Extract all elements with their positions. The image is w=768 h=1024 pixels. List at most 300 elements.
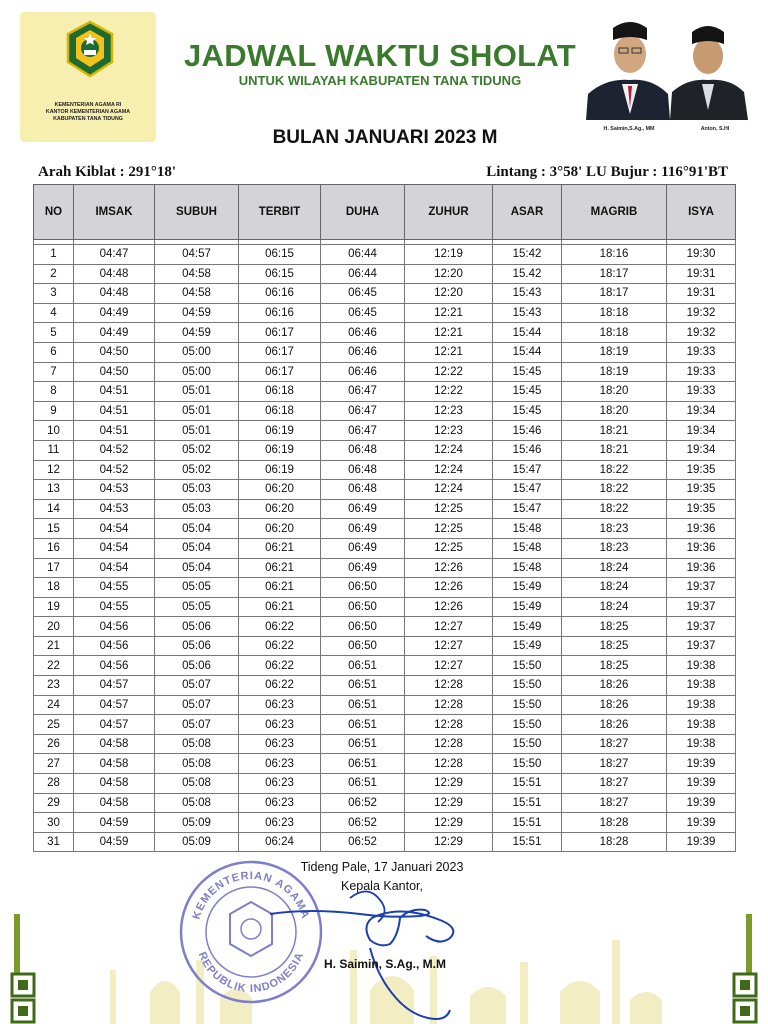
cell-magrib: 18:24 bbox=[562, 578, 667, 598]
cell-terbit: 06:22 bbox=[239, 656, 321, 676]
cell-isya: 19:36 bbox=[667, 519, 736, 539]
cell-asar: 15:51 bbox=[493, 793, 562, 813]
header-duha: DUHA bbox=[321, 185, 405, 240]
cell-no: 16 bbox=[34, 538, 74, 558]
officials-portrait-icon bbox=[584, 12, 754, 120]
signature-role: Kepala Kantor, bbox=[340, 879, 423, 893]
cell-no: 5 bbox=[34, 323, 74, 343]
left-ornament bbox=[10, 914, 38, 1024]
cell-zuhur: 12:26 bbox=[405, 597, 493, 617]
cell-isya: 19:31 bbox=[667, 284, 736, 304]
cell-imsak: 04:49 bbox=[74, 323, 155, 343]
cell-magrib: 18:19 bbox=[562, 342, 667, 362]
cell-zuhur: 12:28 bbox=[405, 676, 493, 696]
signatory-name: H. Saimin, S.Ag., M.M bbox=[323, 957, 446, 971]
cell-no: 17 bbox=[34, 558, 74, 578]
cell-asar: 15:50 bbox=[493, 695, 562, 715]
cell-isya: 19:39 bbox=[667, 793, 736, 813]
table-row bbox=[34, 460, 736, 480]
cell-duha: 06:44 bbox=[321, 264, 405, 284]
cell-subuh: 05:03 bbox=[155, 499, 239, 519]
cell-subuh: 05:02 bbox=[155, 440, 239, 460]
table-row bbox=[34, 382, 736, 402]
cell-isya: 19:39 bbox=[667, 832, 736, 852]
handwritten-signature bbox=[250, 878, 500, 1024]
table-row bbox=[34, 597, 736, 617]
cell-duha: 06:47 bbox=[321, 382, 405, 402]
cell-no: 11 bbox=[34, 440, 74, 460]
cell-duha: 06:52 bbox=[321, 813, 405, 833]
cell-duha: 06:46 bbox=[321, 362, 405, 382]
header-asar: ASAR bbox=[493, 185, 562, 240]
cell-duha: 06:46 bbox=[321, 342, 405, 362]
cell-zuhur: 12:22 bbox=[405, 362, 493, 382]
cell-subuh: 05:08 bbox=[155, 754, 239, 774]
table-row bbox=[34, 480, 736, 500]
cell-zuhur: 12:21 bbox=[405, 323, 493, 343]
cell-terbit: 06:15 bbox=[239, 264, 321, 284]
cell-zuhur: 12:29 bbox=[405, 774, 493, 794]
cell-terbit: 06:21 bbox=[239, 578, 321, 598]
cell-imsak: 04:51 bbox=[74, 401, 155, 421]
table-row bbox=[34, 284, 736, 304]
cell-terbit: 06:22 bbox=[239, 617, 321, 637]
cell-asar: 15:46 bbox=[493, 421, 562, 441]
cell-asar: 15:45 bbox=[493, 362, 562, 382]
cell-terbit: 06:23 bbox=[239, 715, 321, 735]
cell-no: 24 bbox=[34, 695, 74, 715]
cell-magrib: 18:26 bbox=[562, 715, 667, 735]
cell-zuhur: 12:20 bbox=[405, 264, 493, 284]
cell-subuh: 04:57 bbox=[155, 245, 239, 265]
cell-magrib: 18:28 bbox=[562, 832, 667, 852]
cell-zuhur: 12:25 bbox=[405, 519, 493, 539]
cell-subuh: 05:00 bbox=[155, 342, 239, 362]
cell-magrib: 18:26 bbox=[562, 676, 667, 696]
cell-isya: 19:32 bbox=[667, 303, 736, 323]
cell-duha: 06:49 bbox=[321, 519, 405, 539]
cell-imsak: 04:57 bbox=[74, 715, 155, 735]
cell-duha: 06:51 bbox=[321, 656, 405, 676]
cell-isya: 19:33 bbox=[667, 362, 736, 382]
cell-duha: 06:49 bbox=[321, 558, 405, 578]
cell-terbit: 06:17 bbox=[239, 342, 321, 362]
cell-subuh: 05:01 bbox=[155, 421, 239, 441]
cell-no: 31 bbox=[34, 832, 74, 852]
cell-magrib: 18:23 bbox=[562, 519, 667, 539]
cell-isya: 19:38 bbox=[667, 715, 736, 735]
cell-terbit: 06:22 bbox=[239, 636, 321, 656]
cell-terbit: 06:18 bbox=[239, 382, 321, 402]
cell-asar: 15:50 bbox=[493, 676, 562, 696]
cell-isya: 19:35 bbox=[667, 480, 736, 500]
cell-imsak: 04:48 bbox=[74, 264, 155, 284]
cell-no: 8 bbox=[34, 382, 74, 402]
header-imsak: IMSAK bbox=[74, 185, 155, 240]
cell-imsak: 04:58 bbox=[74, 754, 155, 774]
cell-terbit: 06:21 bbox=[239, 597, 321, 617]
cell-asar: 15:49 bbox=[493, 617, 562, 637]
cell-subuh: 05:01 bbox=[155, 382, 239, 402]
cell-imsak: 04:58 bbox=[74, 774, 155, 794]
cell-zuhur: 12:28 bbox=[405, 715, 493, 735]
cell-no: 23 bbox=[34, 676, 74, 696]
cell-magrib: 18:22 bbox=[562, 460, 667, 480]
cell-subuh: 05:02 bbox=[155, 460, 239, 480]
cell-imsak: 04:54 bbox=[74, 558, 155, 578]
cell-asar: 15:49 bbox=[493, 636, 562, 656]
table-row bbox=[34, 264, 736, 284]
cell-asar: 15:50 bbox=[493, 754, 562, 774]
cell-zuhur: 12:24 bbox=[405, 480, 493, 500]
cell-asar: 15:49 bbox=[493, 578, 562, 598]
cell-isya: 19:39 bbox=[667, 813, 736, 833]
cell-terbit: 06:17 bbox=[239, 323, 321, 343]
official-right-caption: Anton, S.HI bbox=[700, 126, 730, 132]
cell-imsak: 04:56 bbox=[74, 656, 155, 676]
ministry-logo bbox=[20, 12, 156, 142]
cell-terbit: 06:21 bbox=[239, 538, 321, 558]
table-row bbox=[34, 636, 736, 656]
cell-no: 1 bbox=[34, 245, 74, 265]
cell-magrib: 18:21 bbox=[562, 421, 667, 441]
table-row bbox=[34, 656, 736, 676]
cell-subuh: 05:04 bbox=[155, 558, 239, 578]
cell-magrib: 18:21 bbox=[562, 440, 667, 460]
cell-asar: 15:51 bbox=[493, 774, 562, 794]
cell-no: 15 bbox=[34, 519, 74, 539]
cell-imsak: 04:56 bbox=[74, 617, 155, 637]
cell-terbit: 06:22 bbox=[239, 676, 321, 696]
cell-asar: 15:50 bbox=[493, 734, 562, 754]
cell-terbit: 06:23 bbox=[239, 695, 321, 715]
cell-subuh: 05:07 bbox=[155, 695, 239, 715]
cell-imsak: 04:50 bbox=[74, 362, 155, 382]
cell-magrib: 18:22 bbox=[562, 480, 667, 500]
cell-no: 3 bbox=[34, 284, 74, 304]
cell-imsak: 04:57 bbox=[74, 695, 155, 715]
cell-isya: 19:38 bbox=[667, 676, 736, 696]
cell-magrib: 18:25 bbox=[562, 656, 667, 676]
cell-imsak: 04:56 bbox=[74, 636, 155, 656]
cell-duha: 06:44 bbox=[321, 245, 405, 265]
cell-no: 13 bbox=[34, 480, 74, 500]
cell-isya: 19:31 bbox=[667, 264, 736, 284]
cell-duha: 06:51 bbox=[321, 774, 405, 794]
cell-imsak: 04:49 bbox=[74, 303, 155, 323]
cell-no: 25 bbox=[34, 715, 74, 735]
cell-magrib: 18:22 bbox=[562, 499, 667, 519]
header-zuhur: ZUHUR bbox=[405, 185, 493, 240]
cell-imsak: 04:55 bbox=[74, 597, 155, 617]
cell-magrib: 18:27 bbox=[562, 734, 667, 754]
cell-terbit: 06:21 bbox=[239, 558, 321, 578]
cell-isya: 19:37 bbox=[667, 597, 736, 617]
cell-subuh: 05:05 bbox=[155, 578, 239, 598]
cell-magrib: 18:17 bbox=[562, 284, 667, 304]
cell-isya: 19:35 bbox=[667, 460, 736, 480]
cell-terbit: 06:23 bbox=[239, 813, 321, 833]
cell-zuhur: 12:24 bbox=[405, 460, 493, 480]
cell-imsak: 04:54 bbox=[74, 519, 155, 539]
cell-isya: 19:32 bbox=[667, 323, 736, 343]
cell-asar: 15:50 bbox=[493, 715, 562, 735]
cell-asar: 15:42 bbox=[493, 245, 562, 265]
cell-magrib: 18:26 bbox=[562, 695, 667, 715]
header-no: NO bbox=[34, 185, 74, 240]
cell-duha: 06:47 bbox=[321, 401, 405, 421]
table-row bbox=[34, 617, 736, 637]
cell-zuhur: 12:25 bbox=[405, 499, 493, 519]
cell-magrib: 18:17 bbox=[562, 264, 667, 284]
cell-subuh: 05:04 bbox=[155, 519, 239, 539]
cell-imsak: 04:55 bbox=[74, 578, 155, 598]
cell-asar: 15:47 bbox=[493, 499, 562, 519]
cell-terbit: 06:20 bbox=[239, 519, 321, 539]
cell-imsak: 04:52 bbox=[74, 460, 155, 480]
cell-duha: 06:48 bbox=[321, 440, 405, 460]
header-isya: ISYA bbox=[667, 185, 736, 240]
page-title: JADWAL WAKTU SHOLAT bbox=[183, 38, 577, 73]
cell-magrib: 18:27 bbox=[562, 793, 667, 813]
cell-subuh: 04:58 bbox=[155, 284, 239, 304]
cell-subuh: 05:06 bbox=[155, 636, 239, 656]
cell-terbit: 06:19 bbox=[239, 440, 321, 460]
cell-asar: 15:48 bbox=[493, 519, 562, 539]
cell-zuhur: 12:22 bbox=[405, 382, 493, 402]
cell-magrib: 18:18 bbox=[562, 303, 667, 323]
cell-asar: 15:48 bbox=[493, 558, 562, 578]
cell-duha: 06:46 bbox=[321, 323, 405, 343]
cell-isya: 19:38 bbox=[667, 695, 736, 715]
cell-asar: 15:43 bbox=[493, 303, 562, 323]
cell-subuh: 05:00 bbox=[155, 362, 239, 382]
cell-asar: 15:50 bbox=[493, 656, 562, 676]
table-row bbox=[34, 715, 736, 735]
cell-asar: 15.42 bbox=[493, 264, 562, 284]
cell-imsak: 04:51 bbox=[74, 421, 155, 441]
cell-isya: 19:36 bbox=[667, 558, 736, 578]
cell-duha: 06:52 bbox=[321, 793, 405, 813]
header-magrib: MAGRIB bbox=[562, 185, 667, 240]
cell-asar: 15:45 bbox=[493, 382, 562, 402]
cell-isya: 19:36 bbox=[667, 538, 736, 558]
cell-asar: 15:47 bbox=[493, 460, 562, 480]
cell-magrib: 18:27 bbox=[562, 774, 667, 794]
cell-subuh: 05:01 bbox=[155, 401, 239, 421]
cell-duha: 06:50 bbox=[321, 597, 405, 617]
cell-magrib: 18:16 bbox=[562, 245, 667, 265]
cell-subuh: 05:09 bbox=[155, 832, 239, 852]
cell-no: 10 bbox=[34, 421, 74, 441]
cell-asar: 15:51 bbox=[493, 832, 562, 852]
cell-duha: 06:50 bbox=[321, 636, 405, 656]
cell-terbit: 06:23 bbox=[239, 734, 321, 754]
cell-subuh: 04:59 bbox=[155, 303, 239, 323]
table-row bbox=[34, 774, 736, 794]
cell-terbit: 06:19 bbox=[239, 460, 321, 480]
cell-imsak: 04:54 bbox=[74, 538, 155, 558]
cell-isya: 19:37 bbox=[667, 636, 736, 656]
cell-isya: 19:33 bbox=[667, 342, 736, 362]
cell-zuhur: 12:27 bbox=[405, 617, 493, 637]
cell-duha: 06:48 bbox=[321, 460, 405, 480]
cell-magrib: 18:20 bbox=[562, 401, 667, 421]
cell-magrib: 18:23 bbox=[562, 538, 667, 558]
cell-no: 29 bbox=[34, 793, 74, 813]
cell-terbit: 06:24 bbox=[239, 832, 321, 852]
table-row bbox=[34, 519, 736, 539]
cell-zuhur: 12:19 bbox=[405, 245, 493, 265]
cell-zuhur: 12:23 bbox=[405, 421, 493, 441]
cell-subuh: 05:06 bbox=[155, 656, 239, 676]
cell-imsak: 04:59 bbox=[74, 832, 155, 852]
table-row bbox=[34, 793, 736, 813]
cell-imsak: 04:48 bbox=[74, 284, 155, 304]
cell-subuh: 05:07 bbox=[155, 715, 239, 735]
cell-no: 4 bbox=[34, 303, 74, 323]
cell-isya: 19:38 bbox=[667, 734, 736, 754]
cell-no: 22 bbox=[34, 656, 74, 676]
cell-duha: 06:45 bbox=[321, 303, 405, 323]
table-row bbox=[34, 245, 736, 265]
cell-subuh: 04:59 bbox=[155, 323, 239, 343]
cell-terbit: 06:20 bbox=[239, 499, 321, 519]
cell-isya: 19:34 bbox=[667, 440, 736, 460]
cell-subuh: 05:09 bbox=[155, 813, 239, 833]
month-heading: BULAN JANUARI 2023 M bbox=[272, 127, 498, 148]
cell-terbit: 06:18 bbox=[239, 401, 321, 421]
cell-subuh: 05:08 bbox=[155, 734, 239, 754]
table-row bbox=[34, 401, 736, 421]
cell-zuhur: 12:25 bbox=[405, 538, 493, 558]
cell-no: 2 bbox=[34, 264, 74, 284]
cell-isya: 19:39 bbox=[667, 774, 736, 794]
cell-duha: 06:51 bbox=[321, 695, 405, 715]
cell-subuh: 04:58 bbox=[155, 264, 239, 284]
cell-imsak: 04:59 bbox=[74, 813, 155, 833]
cell-no: 20 bbox=[34, 617, 74, 637]
cell-duha: 06:48 bbox=[321, 480, 405, 500]
table-row bbox=[34, 499, 736, 519]
officials-photos bbox=[584, 12, 754, 132]
cell-duha: 06:51 bbox=[321, 754, 405, 774]
table-row bbox=[34, 734, 736, 754]
cell-asar: 15:49 bbox=[493, 597, 562, 617]
cell-zuhur: 12:29 bbox=[405, 793, 493, 813]
cell-magrib: 18:28 bbox=[562, 813, 667, 833]
cell-duha: 06:50 bbox=[321, 578, 405, 598]
table-row bbox=[34, 754, 736, 774]
cell-magrib: 18:24 bbox=[562, 597, 667, 617]
cell-magrib: 18:24 bbox=[562, 558, 667, 578]
cell-no: 18 bbox=[34, 578, 74, 598]
cell-isya: 19:35 bbox=[667, 499, 736, 519]
stamp-bottom-text: REPUBLIK INDONESIA bbox=[195, 950, 307, 996]
cell-zuhur: 12:27 bbox=[405, 656, 493, 676]
prayer-schedule-table bbox=[33, 184, 736, 852]
table-row bbox=[34, 558, 736, 578]
cell-terbit: 06:23 bbox=[239, 793, 321, 813]
cell-asar: 15:48 bbox=[493, 538, 562, 558]
table-row bbox=[34, 421, 736, 441]
cell-imsak: 04:57 bbox=[74, 676, 155, 696]
stamp-top-text: KEMENTERIAN AGAMA bbox=[190, 869, 312, 921]
cell-imsak: 04:53 bbox=[74, 480, 155, 500]
cell-isya: 19:34 bbox=[667, 421, 736, 441]
signature-place-date: Tideng Pale, 17 Januari 2023 bbox=[300, 860, 464, 874]
table-row bbox=[34, 342, 736, 362]
cell-isya: 19:39 bbox=[667, 754, 736, 774]
cell-zuhur: 12:27 bbox=[405, 636, 493, 656]
table-row bbox=[34, 676, 736, 696]
location-coordinates: Lintang : 3°58' LU Bujur : 116°91'BT bbox=[486, 164, 728, 180]
cell-terbit: 06:16 bbox=[239, 284, 321, 304]
cell-asar: 15:47 bbox=[493, 480, 562, 500]
cell-terbit: 06:16 bbox=[239, 303, 321, 323]
cell-subuh: 05:06 bbox=[155, 617, 239, 637]
cell-zuhur: 12:21 bbox=[405, 303, 493, 323]
cell-duha: 06:52 bbox=[321, 832, 405, 852]
right-ornament bbox=[730, 914, 758, 1024]
table-row bbox=[34, 538, 736, 558]
cell-no: 28 bbox=[34, 774, 74, 794]
cell-duha: 06:47 bbox=[321, 421, 405, 441]
cell-terbit: 06:23 bbox=[239, 754, 321, 774]
cell-terbit: 06:17 bbox=[239, 362, 321, 382]
cell-zuhur: 12:20 bbox=[405, 284, 493, 304]
cell-terbit: 06:23 bbox=[239, 774, 321, 794]
header-terbit: TERBIT bbox=[239, 185, 321, 240]
cell-no: 26 bbox=[34, 734, 74, 754]
cell-imsak: 04:52 bbox=[74, 440, 155, 460]
cell-zuhur: 12:29 bbox=[405, 832, 493, 852]
cell-subuh: 05:08 bbox=[155, 793, 239, 813]
cell-subuh: 05:04 bbox=[155, 538, 239, 558]
cell-imsak: 04:50 bbox=[74, 342, 155, 362]
table-row bbox=[34, 813, 736, 833]
cell-magrib: 18:19 bbox=[562, 362, 667, 382]
cell-imsak: 04:58 bbox=[74, 734, 155, 754]
qibla-direction: Arah Kiblat : 291°18' bbox=[38, 164, 177, 180]
cell-magrib: 18:18 bbox=[562, 323, 667, 343]
cell-duha: 06:51 bbox=[321, 715, 405, 735]
cell-zuhur: 12:28 bbox=[405, 754, 493, 774]
cell-no: 27 bbox=[34, 754, 74, 774]
cell-zuhur: 12:28 bbox=[405, 695, 493, 715]
cell-no: 30 bbox=[34, 813, 74, 833]
page-subtitle: UNTUK WILAYAH KABUPATEN TANA TIDUNG bbox=[238, 73, 522, 88]
header-subuh: SUBUH bbox=[155, 185, 239, 240]
cell-no: 7 bbox=[34, 362, 74, 382]
cell-duha: 06:45 bbox=[321, 284, 405, 304]
cell-magrib: 18:25 bbox=[562, 636, 667, 656]
cell-asar: 15:43 bbox=[493, 284, 562, 304]
table-row bbox=[34, 440, 736, 460]
table-row bbox=[34, 695, 736, 715]
cell-magrib: 18:25 bbox=[562, 617, 667, 637]
cell-terbit: 06:19 bbox=[239, 421, 321, 441]
cell-terbit: 06:15 bbox=[239, 245, 321, 265]
cell-imsak: 04:58 bbox=[74, 793, 155, 813]
cell-subuh: 05:07 bbox=[155, 676, 239, 696]
table-row bbox=[34, 323, 736, 343]
cell-asar: 15:44 bbox=[493, 342, 562, 362]
cell-no: 9 bbox=[34, 401, 74, 421]
cell-zuhur: 12:29 bbox=[405, 813, 493, 833]
cell-subuh: 05:08 bbox=[155, 774, 239, 794]
cell-duha: 06:51 bbox=[321, 734, 405, 754]
